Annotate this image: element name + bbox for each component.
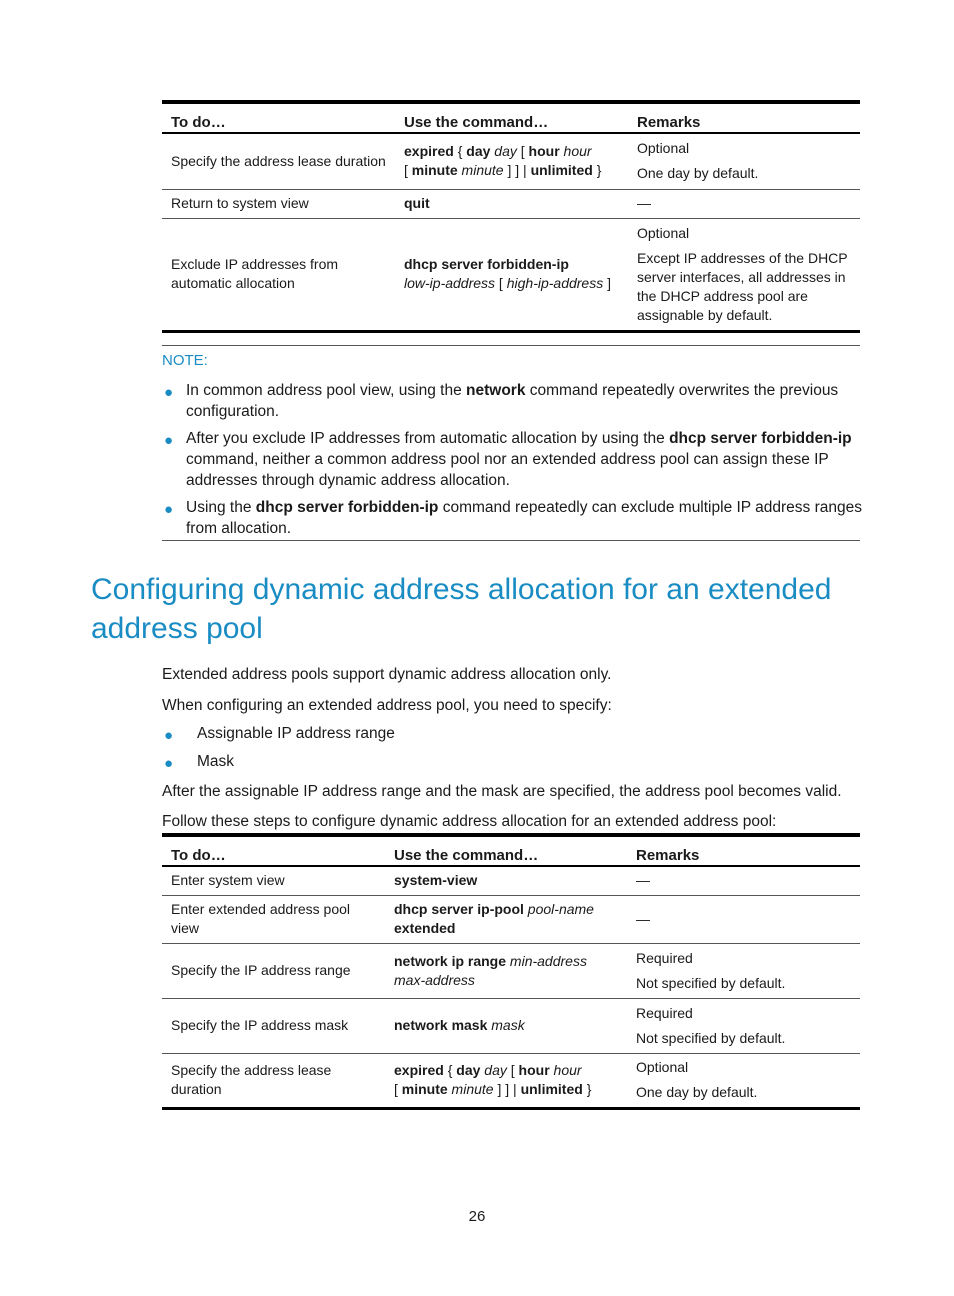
todo-line: Enter extended address pool <box>171 901 351 917</box>
remark-text: Required <box>636 949 693 966</box>
command-cell <box>385 895 627 943</box>
remark-text: — <box>637 195 651 211</box>
table-header-row <box>162 835 860 866</box>
todo-cell <box>162 1053 385 1108</box>
bullet-dot-icon: ● <box>164 755 174 772</box>
remarks-cell <box>627 998 860 1053</box>
command-line: max-address <box>394 971 475 988</box>
remark-text: One day by default. <box>636 1084 758 1100</box>
list-item-text: Mask <box>197 753 235 770</box>
remarks-cell <box>628 133 860 189</box>
command-line: [ minute minute ] ] | unlimited } <box>404 162 602 179</box>
todo-cell <box>162 943 385 998</box>
table-row <box>162 189 860 218</box>
table-row <box>162 1053 860 1108</box>
requirement-list <box>162 723 862 779</box>
command-line: network ip range min-address <box>394 952 587 969</box>
command-cell <box>395 189 628 218</box>
header-command: Use the command… <box>395 102 628 133</box>
header-command: Use the command… <box>385 835 627 866</box>
command-line: expired { day day [ hour hour <box>404 143 592 160</box>
note-item <box>162 380 862 422</box>
table-row <box>162 218 860 331</box>
todo-line: duration <box>171 1081 222 1097</box>
remark-text: Not specified by default. <box>636 1029 786 1046</box>
todo-cell <box>162 218 395 331</box>
list-item <box>162 751 862 772</box>
command-table-1 <box>162 100 860 333</box>
table-header-row <box>162 102 860 133</box>
todo-line: Specify the IP address range <box>171 962 351 978</box>
table-row <box>162 943 860 998</box>
bullet-dot-icon: ● <box>164 384 174 401</box>
remarks-cell <box>627 895 860 943</box>
remarks-cell <box>627 943 860 998</box>
command-line: dhcp server forbidden-ip <box>404 256 569 272</box>
todo-line: Specify the address lease <box>171 1062 332 1078</box>
todo-cell <box>162 866 385 895</box>
note-item-text: After you exclude IP addresses from automatic allocation by using the dhcp server forbidden-ip command, neither a common address pool nor an extended address pool can assign these IP addresses through dynamic address allocation. <box>186 430 852 489</box>
paragraph: When configuring an extended address pool, you need to specify: <box>162 697 612 714</box>
header-todo: To do… <box>162 835 385 866</box>
todo-line: view <box>171 920 200 936</box>
header-todo: To do… <box>162 102 395 133</box>
bullet-dot-icon: ● <box>164 727 174 744</box>
note-item-text: Using the dhcp server forbidden-ip command repeatedly can exclude multiple IP address ranges from allocation. <box>186 499 863 537</box>
note-label: NOTE: <box>162 352 208 369</box>
todo-cell <box>162 895 385 943</box>
command-cell <box>385 998 627 1053</box>
note-item <box>162 428 862 491</box>
remark-text: One day by default. <box>637 165 759 182</box>
todo-line: Exclude IP addresses from <box>171 256 339 272</box>
remark-text: Optional <box>636 1059 689 1075</box>
remarks-cell <box>628 189 860 218</box>
section-heading: Configuring dynamic address allocation for an extended address pool <box>91 573 832 645</box>
remarks-cell <box>627 866 860 895</box>
command-line: extended <box>394 920 456 936</box>
remarks-cell <box>627 1053 860 1108</box>
list-item <box>162 723 862 744</box>
bullet-dot-icon: ● <box>164 501 174 518</box>
command-cell <box>385 943 627 998</box>
table-row <box>162 866 860 895</box>
todo-cell <box>162 998 385 1053</box>
command-cell <box>385 1053 627 1108</box>
command-cell <box>395 218 628 331</box>
table-row <box>162 895 860 943</box>
remark-text: Optional <box>637 140 690 157</box>
command-cell <box>385 866 627 895</box>
note-item <box>162 497 862 539</box>
remark-text: — <box>636 872 650 889</box>
table-row <box>162 998 860 1053</box>
command-line: dhcp server ip-pool pool-name <box>394 901 594 917</box>
remark-text: Required <box>636 1004 693 1021</box>
command-cell <box>395 133 628 189</box>
remarks-cell <box>628 218 860 331</box>
command-line: system-view <box>394 872 478 889</box>
paragraph: Extended address pools support dynamic address allocation only. <box>162 666 612 683</box>
page-number: 26 <box>468 1208 486 1225</box>
remark-text: — <box>636 910 650 927</box>
note-bottom-rule <box>162 540 860 541</box>
command-line: quit <box>404 195 430 211</box>
note-item-text: In common address pool view, using the network command repeatedly overwrites the previous configuration. <box>186 382 839 420</box>
remark-text: Except IP addresses of the DHCP server interfaces, all addresses in the DHCP address pool are assignable by default. <box>637 249 848 323</box>
header-remarks: Remarks <box>627 835 860 866</box>
note-list <box>162 380 862 545</box>
todo-line: Enter system view <box>171 872 285 889</box>
command-line: [ minute minute ] ] | unlimited } <box>394 1081 592 1097</box>
command-line: expired { day day [ hour hour <box>394 1062 582 1078</box>
bullet-dot-icon: ● <box>164 432 174 449</box>
todo-cell: Return to system view <box>162 189 395 218</box>
todo-cell: Specify the address lease duration <box>162 133 395 189</box>
header-remarks: Remarks <box>628 102 860 133</box>
note-top-rule <box>162 345 860 346</box>
list-item-text: Assignable IP address range <box>197 725 395 742</box>
command-line: network mask mask <box>394 1017 525 1033</box>
command-table-2 <box>162 833 860 1110</box>
table-row <box>162 133 860 189</box>
todo-line: Specify the IP address mask <box>171 1017 349 1033</box>
remark-text: Optional <box>637 224 690 241</box>
remark-text: Not specified by default. <box>636 974 786 991</box>
command-line: low-ip-address [ high-ip-address ] <box>404 275 611 291</box>
paragraph: Follow these steps to configure dynamic address allocation for an extended address pool: <box>162 813 777 830</box>
todo-line: automatic allocation <box>171 275 295 291</box>
paragraph: After the assignable IP address range and the mask are specified, the address pool becomes valid. <box>162 783 842 800</box>
